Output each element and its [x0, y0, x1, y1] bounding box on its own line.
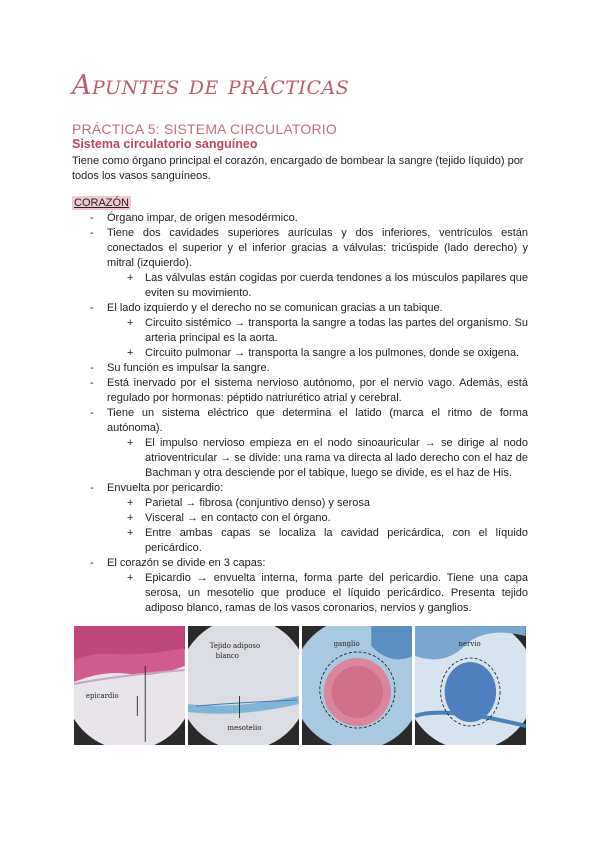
img4-label: nervio [458, 639, 481, 649]
list-item-text: Visceral → en contacto con el órgano. [145, 512, 331, 524]
list-item-text: Epicardio → envuelta interna, forma parte del pericardio. Tiene una capa serosa, un mesotelio que produce el líquido pericárdico. Presenta tejido adiposo blanco, ramas de los vasos coronarios, nervios y ganglios. [145, 572, 528, 614]
list-bullet: - [90, 482, 94, 494]
img2-label-c: mesotelio [227, 723, 262, 733]
histology-image-ganglio [302, 626, 413, 745]
list-bullet: - [90, 407, 94, 419]
list-item-text: El impulso nervioso empieza en el nodo sinoauricular → se dirige al nodo atrioventricular → se divide: una rama va directa al lado derecho con el haz de Bachman y otra desciende por el tabique, luego se divide, es el haz de His. [145, 437, 528, 479]
list-item-text: Entre ambas capas se localiza la cavidad pericárdica, con el líquido pericárdico. [145, 527, 528, 554]
list-item-text: Su función es impulsar la sangre. [107, 362, 270, 374]
list-item-text: Circuito sistémico → transporta la sangre a todas las partes del organismo. Su arteria principal es la aorta. [145, 317, 528, 344]
list-item-text: Circuito pulmonar → transporta la sangre a los pulmones, donde se oxigena. [145, 347, 520, 359]
list-item [72, 271, 528, 301]
list-bullet: - [90, 377, 94, 389]
img3-label: ganglio [333, 639, 360, 649]
list-item [72, 226, 528, 271]
list-bullet: - [90, 212, 94, 224]
list-bullet: - [90, 227, 94, 239]
list-bullet: + [127, 272, 134, 284]
section-label-corazon: CORAZÓN [74, 197, 129, 209]
list-item-text: Órgano impar, de origen mesodérmico. [107, 212, 298, 224]
list-item [72, 406, 528, 436]
img2-label-a: Tejido adiposo [209, 641, 260, 651]
histology-image-strip [74, 626, 526, 745]
list-item [72, 301, 528, 316]
list-bullet: + [127, 527, 134, 539]
list-item-text: Está inervado por el sistema nervioso autónomo, por el nervio vago. Además, está regulado por hormonas: péptido natriurético atrial y cerebral. [107, 377, 528, 404]
list-bullet: - [90, 362, 94, 374]
page-title: Apuntes de prácticas [72, 70, 350, 101]
list-item [72, 496, 528, 511]
list-item [72, 346, 528, 361]
list-item-text: Las válvulas están cogidas por cuerda tendones a los músculos papilares que eviten su movimiento. [145, 272, 528, 299]
list-bullet: - [90, 557, 94, 569]
img1-label: epicardio [85, 691, 119, 701]
list-item [72, 316, 528, 346]
list-item-text: Tiene un sistema eléctrico que determina el latido (marca el ritmo de forma autónoma). [107, 407, 528, 434]
section-subtitle: Sistema circulatorio sanguíneo [72, 137, 258, 151]
list-bullet: - [90, 302, 94, 314]
list-item-text: Parietal → fibrosa (conjuntivo denso) y serosa [145, 497, 370, 509]
histology-image-epicardio [74, 626, 185, 745]
list-item [72, 436, 528, 481]
list-item [72, 376, 528, 406]
notes-list [72, 211, 528, 616]
list-item [72, 556, 528, 571]
img2-label-b: blanco [215, 651, 239, 661]
practice-heading: PRÁCTICA 5: SISTEMA CIRCULATORIO [72, 121, 337, 137]
list-item [72, 211, 528, 226]
list-item-text: El corazón se divide en 3 capas: [107, 557, 266, 569]
list-item-text: El lado izquierdo y el derecho no se comunican gracias a un tabique. [107, 302, 443, 314]
list-bullet: + [127, 437, 134, 449]
intro-paragraph: Tiene como órgano principal el corazón, encargado de bombear la sangre (tejido líquido) por todos los vasos sanguíneos. [72, 155, 524, 182]
list-bullet: + [127, 572, 134, 584]
list-item-text: Tiene dos cavidades superiores aurículas y dos inferiores, ventrículos están conectados el superior y el inferior gracias a válvulas: tricúspide (lado derecho) y mitral (izquierdo). [107, 227, 528, 269]
list-item-text: Envuelta por pericardio: [107, 482, 224, 494]
list-item [72, 526, 528, 556]
list-bullet: + [127, 497, 134, 509]
list-bullet: + [127, 347, 134, 359]
list-item [72, 571, 528, 616]
list-bullet: + [127, 317, 134, 329]
histology-image-nervio [415, 626, 526, 745]
list-item [72, 361, 528, 376]
list-item [72, 481, 528, 496]
histology-image-adiposo [188, 626, 299, 745]
list-item [72, 511, 528, 526]
list-bullet: + [127, 512, 134, 524]
